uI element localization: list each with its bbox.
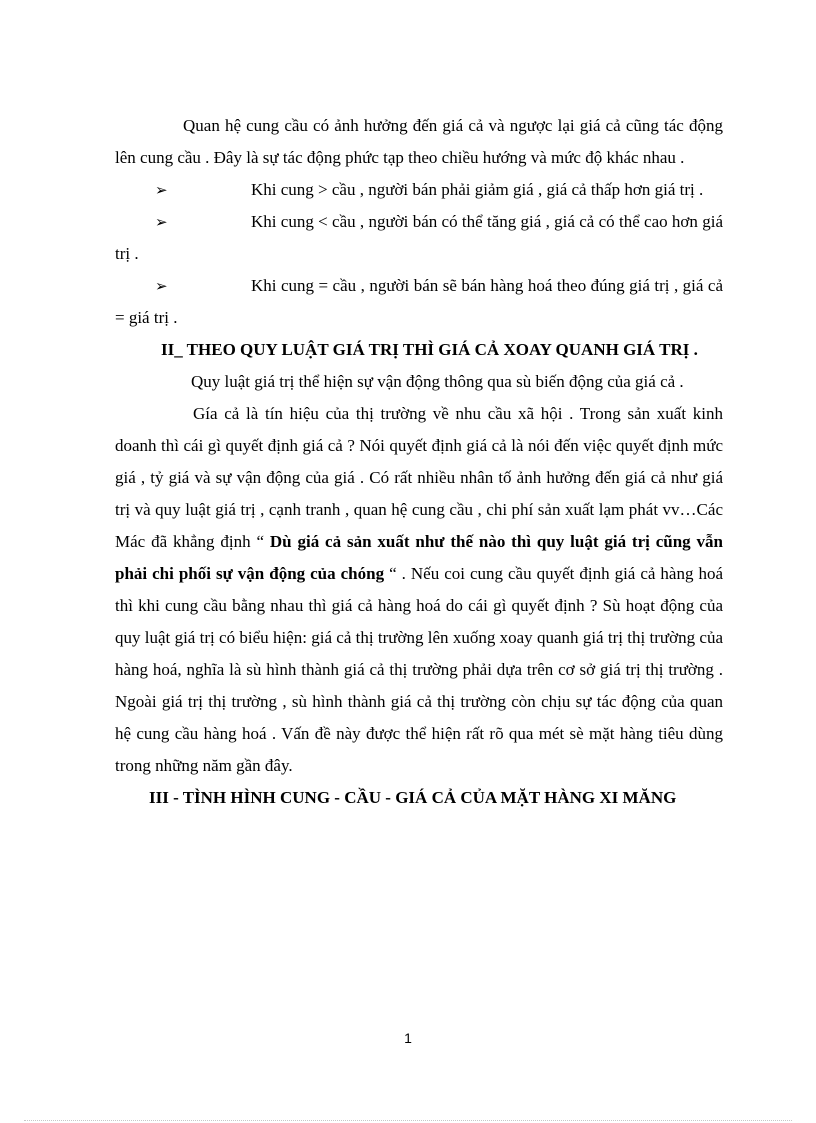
arrow-bullet-icon: ➢: [155, 213, 168, 231]
bullet-text: Khi cung > cầu , người bán phải giảm giá , giá cả thấp hơn giá trị .: [251, 180, 704, 199]
paragraph-price-signal: [115, 398, 723, 782]
page-bottom-border: [24, 1120, 792, 1121]
marx-quote: Dù giá cả sản xuất như thế nào thì quy luật giá trị cũng vẫn phải chi phối sự vận động của chóng: [115, 532, 723, 583]
paragraph-text-a: Gía cả là tín hiệu của thị trường về nhu cầu xã hội . Trong sản xuất kinh doanh thì cái gì quyết định giá cả ? Nói quyết định giá cả là nói đến việc quyết định mức giá , tỷ giá và sự vận động của giá . Có rất nhiều nhân tố ảnh hưởng đến giá cả như giá trị và quy luật giá trị , cạnh tranh , quan hệ cung cầu , chi phí sản xuất lạm phát vv…Các Mác đã khẳng định “: [115, 404, 723, 551]
bullet-supply-equal: [115, 270, 723, 334]
bullet-supply-less: [115, 206, 723, 270]
paragraph-supply-demand: Quan hệ cung cầu có ảnh hưởng đến giá cả và ngược lại giá cả cũng tác động lên cung cầu . Đây là sự tác động phức tạp theo chiều hướng và mức độ khác nhau .: [115, 116, 723, 167]
arrow-bullet-icon: ➢: [155, 277, 168, 295]
page-number: 1: [404, 1030, 412, 1046]
paragraph-value-law: Quy luật giá trị thể hiện sự vận động thông qua sù biến động của giá cả .: [191, 372, 684, 391]
bullet-supply-greater: [115, 174, 723, 206]
section-heading-2: II_ THEO QUY LUẬT GIÁ TRỊ THÌ GIÁ CẢ XOAY QUANH GIÁ TRỊ .: [161, 340, 698, 359]
bullet-text: Khi cung = cầu , người bán sẽ bán hàng hoá theo đúng giá trị , giá cả = giá trị .: [115, 276, 723, 327]
section-heading-3: III - TÌNH HÌNH CUNG - CẦU - GIÁ CẢ CỦA MẶT HÀNG XI MĂNG: [149, 788, 677, 807]
page-content: [115, 110, 723, 814]
paragraph-text-b: “ . Nếu coi cung cầu quyết định giá cả hàng hoá thì khi cung cầu bằng nhau thì giá cả hàng hoá do cái gì quyết định ? Sù hoạt động của quy luật giá trị có biểu hiện: giá cả thị trường lên xuống xoay quanh giá trị thị trường của hàng hoá, nghĩa là sù hình thành giá cả thị trường phải dựa trên cơ sở giá trị thị trường . Ngoài giá trị thị trường , sù hình thành giá cả thị trường còn chịu sự tác động của quan hệ cung cầu hàng hoá . Vấn đề này được thể hiện rất rõ qua mét sè mặt hàng tiêu dùng trong những năm gần đây.: [115, 564, 723, 775]
bullet-text: Khi cung < cầu , người bán có thể tăng giá , giá cả có thể cao hơn giá trị .: [115, 212, 723, 263]
arrow-bullet-icon: ➢: [155, 181, 168, 199]
